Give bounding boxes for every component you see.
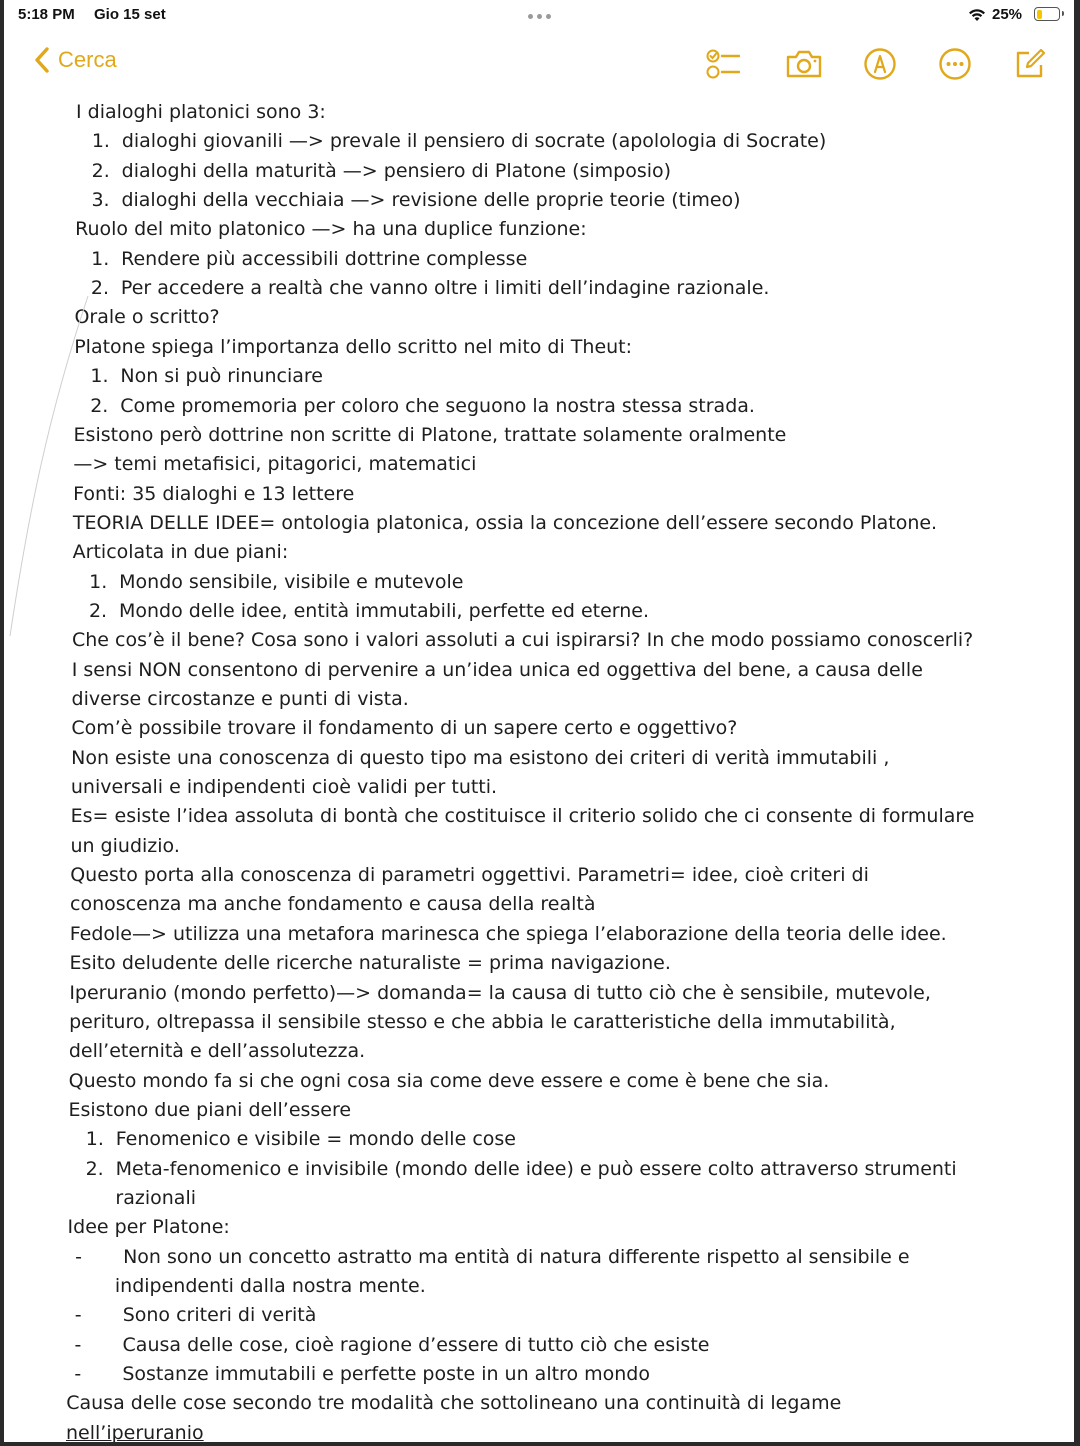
- note-line: [71, 775, 497, 799]
- note-line-text: Non sono un concetto astratto ma entità di natura differente rispetto al sensibile e: [123, 1245, 910, 1268]
- note-line: [72, 628, 973, 652]
- multitasking-dots[interactable]: [528, 14, 551, 19]
- battery-icon: [1034, 7, 1060, 21]
- note-line-text: Questo porta alla conoscenza di parametri oggettivi. Parametri= idee, cioè criteri di: [70, 864, 869, 887]
- note-line-text: dialoghi della vecchiaia —> revisione delle proprie teorie (timeo): [121, 189, 741, 212]
- list-dash: -: [74, 1304, 82, 1327]
- note-line-text: Sostanze immutabili e perfette poste in un altro mondo: [122, 1363, 650, 1386]
- note-line-text: conoscenza ma anche fondamento e causa della realtà: [70, 893, 596, 916]
- note-line-text: Fonti: 35 dialoghi e 13 lettere: [73, 482, 355, 505]
- note-line-text: Mondo sensibile, visibile e mutevole: [119, 570, 464, 593]
- note-line-text: Non esiste una conoscenza di questo tipo ma esistono dei criteri di verità immutabili ,: [71, 746, 890, 769]
- status-bar: [0, 0, 1080, 30]
- note-line-text: dell’eternità e dell’assolutezza.: [68, 1040, 366, 1063]
- list-number: 1.: [90, 365, 109, 388]
- note-line-text: Causa delle cose, cioè ragione d’essere di tutto ciò che esiste: [122, 1333, 710, 1356]
- list-dash: -: [74, 1363, 82, 1386]
- note-line-text: I sensi NON consentono di pervenire a un’idea unica ed oggettiva del bene, a causa delle: [71, 658, 923, 681]
- note-line-text: razionali: [115, 1186, 196, 1209]
- note-line: [70, 834, 179, 858]
- note-line: [73, 540, 289, 564]
- note-line-text: Mondo delle idee, entità immutabili, perfette ed eterne.: [118, 599, 650, 622]
- list-number: 2.: [91, 159, 110, 182]
- list-number: 3.: [91, 189, 110, 212]
- note-line-text: Fedole—> utilizza una metafora marinesca che spiega l’elaborazione della teoria delle idee.: [69, 922, 947, 945]
- nav-bar: [0, 40, 1080, 84]
- note-line-text: nell’iperuranio: [66, 1421, 204, 1444]
- note-line: [69, 981, 931, 1005]
- numbered-list-item: [86, 1157, 957, 1181]
- note-line: [69, 1069, 830, 1093]
- note-line-text: Per accedere a realtà che vanno oltre i limiti dell’indagine razionale.: [120, 277, 770, 300]
- note-line-text: Iperuranio (mondo perfetto)—> domanda= la causa di tutto ciò che è sensibile, mutevole,: [69, 981, 931, 1004]
- note-line: [70, 863, 869, 887]
- note-line: [71, 804, 975, 828]
- note-line: [73, 511, 937, 535]
- note-line-text: Idee per Platone:: [67, 1216, 230, 1239]
- numbered-list-item: [92, 159, 671, 183]
- note-line: [74, 335, 632, 359]
- note-line: [76, 100, 326, 124]
- list-number: 2.: [90, 394, 109, 417]
- note-line: [69, 1039, 365, 1063]
- note-line-text: universali e indipendenti cioè validi per tutti.: [70, 776, 498, 799]
- list-item-continuation: [115, 1274, 426, 1298]
- numbered-list-item: [92, 129, 826, 153]
- note-line: [71, 716, 737, 740]
- bullet-list-item: [75, 1303, 317, 1327]
- note-line-text: Fenomenico e visibile = mondo delle cose: [115, 1128, 516, 1151]
- note-line-text: un giudizio.: [70, 834, 180, 857]
- list-dash: -: [75, 1245, 82, 1268]
- list-number: 1.: [91, 247, 110, 270]
- compose-button[interactable]: [1010, 44, 1050, 84]
- note-line: [68, 1098, 351, 1122]
- wifi-icon: [968, 8, 986, 22]
- note-line: [72, 687, 409, 711]
- note-line-text: Rendere più accessibili dottrine complesse: [121, 247, 528, 270]
- note-line: [74, 423, 787, 447]
- note-line-text: Orale o scritto?: [74, 306, 220, 329]
- note-line: [72, 658, 923, 682]
- bullet-list-item: [74, 1362, 650, 1386]
- list-number: 2.: [90, 277, 110, 300]
- note-line: [73, 482, 354, 506]
- numbered-list-item: [91, 276, 770, 300]
- note-line-text: Come promemoria per coloro che seguono la nostra stessa strada.: [120, 394, 755, 417]
- note-line-text: Sono criteri di verità: [122, 1304, 317, 1327]
- numbered-list-item: [89, 570, 463, 594]
- battery-percentage: 25%: [992, 6, 1023, 23]
- note-line: [70, 892, 596, 916]
- numbered-list-item: [89, 599, 649, 623]
- note-line-text: Articolata in due piani:: [72, 541, 289, 564]
- note-line-text: Questo mondo fa si che ogni cosa sia come deve essere e come è bene che sia.: [68, 1069, 830, 1092]
- camera-icon: [785, 49, 823, 79]
- note-line: [71, 746, 889, 770]
- note-line: [68, 1215, 230, 1239]
- list-number: 1.: [89, 570, 108, 593]
- note-line-text: dialoghi giovanili —> prevale il pensiero di socrate (apolologia di Socrate): [121, 130, 827, 153]
- numbered-list-item: [90, 364, 323, 388]
- note-line-text: Esistono due piani dell’essere: [68, 1098, 352, 1121]
- note-line-text: Es= esiste l’idea assoluta di bontà che costituisce il criterio solido che ci consente di formulare: [70, 805, 975, 828]
- list-number: 1.: [85, 1128, 104, 1151]
- bullet-list-item: [75, 1333, 710, 1357]
- note-line-text: dialoghi della maturità —> pensiero di Platone (simposio): [121, 159, 672, 182]
- note-line: [73, 452, 476, 476]
- note-line-text: Meta-fenomenico e invisibile (mondo delle idee) e può essere colto attraverso strumenti: [115, 1157, 957, 1180]
- checklist-icon: [706, 48, 742, 80]
- list-item-continuation: [115, 1186, 196, 1210]
- list-number: 1.: [91, 130, 110, 153]
- camera-button[interactable]: [784, 44, 824, 84]
- note-line: [70, 951, 671, 975]
- note-line-text: diverse circostanze e punti di vista.: [71, 688, 409, 710]
- note-line-text: —> temi metafisici, pitagorici, matematici: [73, 453, 477, 476]
- numbered-list-item: [91, 188, 740, 212]
- status-date: Gio 15 set: [94, 6, 166, 23]
- more-icon: [938, 47, 972, 81]
- markup-button[interactable]: [860, 44, 900, 84]
- note-line-text: Causa delle cose secondo tre modalità che sottolineano una continuità di legame: [66, 1392, 842, 1415]
- note-line-text: Che cos’è il bene? Cosa sono i valori assoluti a cui ispirarsi? In che modo possiamo conoscerli?: [72, 629, 974, 652]
- chevron-left-icon: [34, 46, 50, 74]
- note-line: [75, 217, 587, 241]
- numbered-list-item: [90, 394, 755, 418]
- note-line: [66, 1391, 841, 1415]
- list-dash: -: [74, 1333, 82, 1356]
- note-line-text: Ruolo del mito platonico —> ha una duplice funzione:: [75, 218, 587, 241]
- note-line-text: indipendenti dalla nostra mente.: [114, 1275, 426, 1297]
- note-line-text: perituro, oltrepassa il sensibile stesso e che abbia le caratteristiche della immutabilità,: [69, 1010, 896, 1033]
- more-button[interactable]: [935, 44, 975, 84]
- checklist-button[interactable]: [704, 44, 744, 84]
- note-line-text: I dialoghi platonici sono 3:: [76, 101, 326, 123]
- note-line-text: Com’è possibile trovare il fondamento di un sapere certo e oggettivo?: [71, 717, 738, 740]
- back-label: Cerca: [58, 47, 117, 72]
- note-line: [69, 1010, 896, 1034]
- list-number: 2.: [88, 599, 108, 622]
- compose-icon: [1013, 47, 1047, 81]
- back-button[interactable]: [34, 46, 117, 74]
- note-line-text: Non si può rinunciare: [120, 365, 323, 388]
- note-line-text: TEORIA DELLE IDEE= ontologia platonica, ossia la concezione dell’essere secondo Platone.: [72, 511, 938, 534]
- list-number: 2.: [85, 1157, 104, 1180]
- markup-icon: [863, 47, 897, 81]
- note-line: [70, 922, 947, 946]
- numbered-list-item: [91, 247, 527, 271]
- numbered-list-item: [86, 1127, 516, 1151]
- note-line-text: Esito deludente delle ricerche naturaliste = prima navigazione.: [69, 952, 671, 975]
- note-line-text: Platone spiega l’importanza dello scritto nel mito di Theut:: [74, 335, 633, 358]
- note-line: [74, 305, 219, 329]
- bullet-list-item: [75, 1245, 909, 1269]
- note-line: [66, 1421, 204, 1445]
- note-line-text: Esistono però dottrine non scritte di Platone, trattate solamente oralmente: [73, 423, 787, 446]
- status-time: 5:18 PM: [18, 6, 75, 23]
